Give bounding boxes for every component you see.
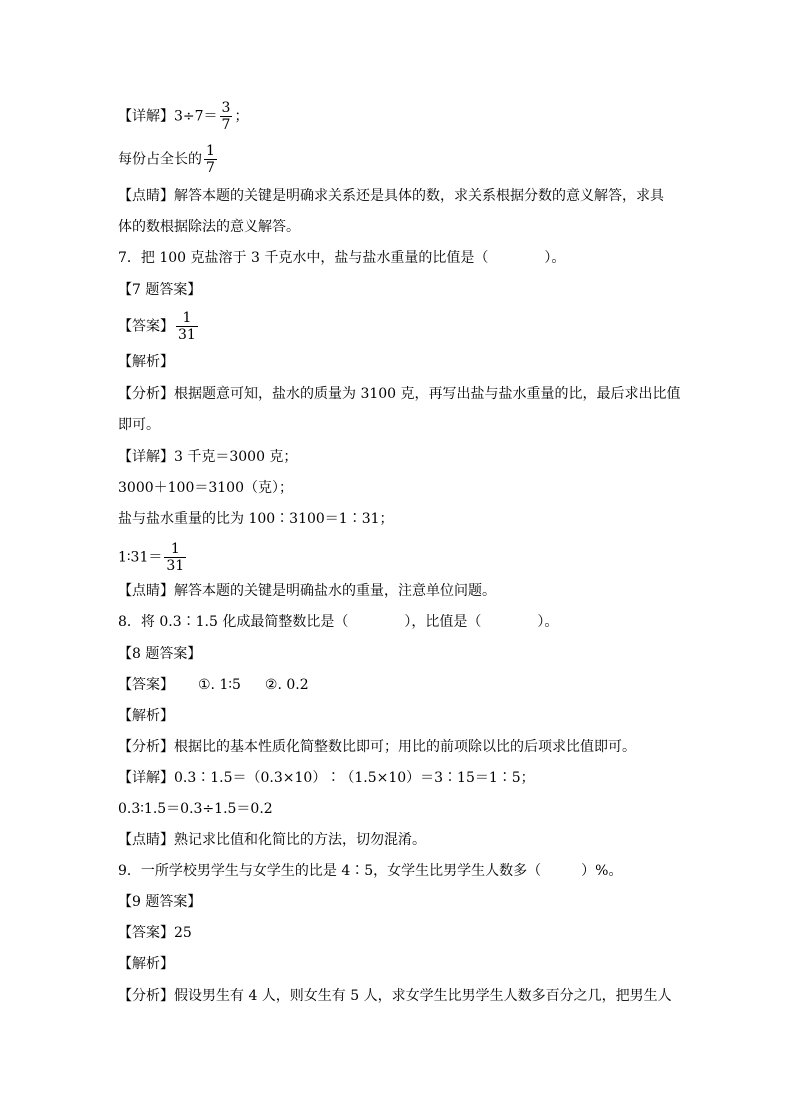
q9-answer: 【答案】25	[118, 925, 192, 941]
q7-answer: 【答案】 $\frac{1}{31}$	[118, 310, 196, 343]
question-9: 9．一所学校男学生与女学生的比是 4∶5，女学生比男学生人数多（ ）%。	[118, 863, 623, 879]
q7-detail-4: 1∶31＝ $\frac{1}{31}$	[118, 541, 185, 574]
q8-analysis-heading: 【解析】	[118, 708, 174, 724]
q8-detail-1: 【详解】0.3∶1.5＝（0.3×10）∶（1.5×10）＝3∶15＝1∶5；	[118, 770, 535, 786]
q7-detail-1: 【详解】3 千克＝3000 克；	[118, 449, 298, 465]
q7-detail-3: 盐与盐水重量的比为 100∶3100＝1∶31；	[118, 511, 394, 527]
fraction-1-31-b: $\frac{1}{31}$	[166, 541, 185, 574]
key-point-line: 【点睛】解答本题的关键是明确求关系还是具体的数，求关系根据分数的意义解答，求具	[118, 188, 664, 204]
detail-line-3div7: 【详解】3÷7＝ $\frac{3}{7}$ ；	[118, 100, 249, 133]
fraction-3-7: $\frac{3}{7}$	[221, 100, 231, 133]
q9-answer-title: 【9 题答案】	[118, 894, 202, 910]
each-part-line: 每份占全长的 $\frac{1}{7}$	[118, 143, 215, 176]
q8-answer: 【答案】 ①. 1∶5 ②. 0.2	[118, 677, 309, 693]
question-7: 7．把 100 克盐溶于 3 千克水中，盐与盐水重量的比值是（ ）。	[118, 250, 566, 266]
q7-analysis-heading: 【解析】	[118, 354, 174, 370]
q8-analysis: 【分析】根据比的基本性质化简整数比即可；用比的前项除以比的后项求比值即可。	[118, 739, 636, 755]
key-point-line-2: 体的数根据除法的意义解答。	[118, 219, 300, 235]
q8-key-point: 【点睛】熟记求比值和化简比的方法，切勿混淆。	[118, 832, 426, 848]
q7-key-point: 【点睛】解答本题的关键是明确盐水的重量，注意单位问题。	[118, 583, 496, 599]
question-8: 8．将 0.3∶1.5 化成最简整数比是（ ），比值是（ ）。	[118, 614, 559, 630]
q9-analysis-heading: 【解析】	[118, 956, 174, 972]
q8-detail-2: 0.3∶1.5＝0.3÷1.5＝0.2	[118, 801, 273, 817]
fraction-1-31: $\frac{1}{31}$	[178, 310, 196, 343]
q9-analysis: 【分析】假设男生有 4 人，则女生有 5 人，求女学生比男学生人数多百分之几，把男生人	[118, 988, 672, 1004]
q7-detail-2: 3000＋100＝3100（克）；	[118, 480, 293, 496]
q7-analysis-2: 即可。	[118, 417, 160, 433]
fraction-1-7: $\frac{1}{7}$	[206, 143, 215, 176]
q7-analysis: 【分析】根据题意可知，盐水的质量为 3100 克，再写出盐与盐水重量的比，最后求出比值	[118, 386, 681, 402]
q7-answer-title: 【7 题答案】	[118, 282, 202, 298]
q8-answer-title: 【8 题答案】	[118, 646, 202, 662]
